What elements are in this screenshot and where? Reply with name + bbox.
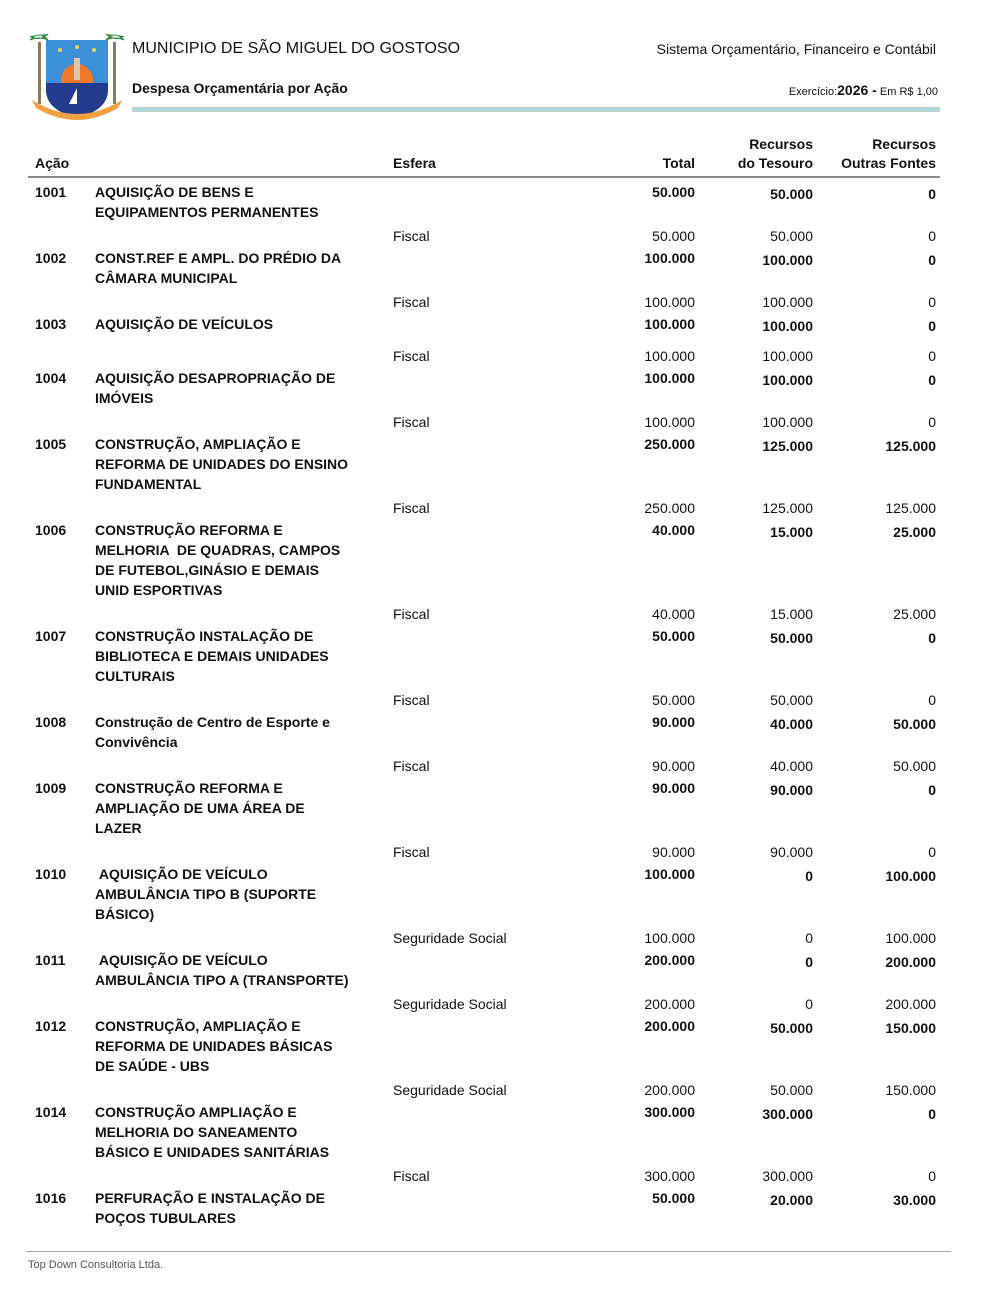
esfera-name: Fiscal [393, 692, 430, 708]
action-total: 50.000 [652, 1190, 695, 1206]
action-total: 100.000 [644, 316, 695, 332]
action-code: 1016 [35, 1190, 67, 1206]
esfera-total: 300.000 [644, 1168, 695, 1184]
esfera-outras: 150.000 [885, 1082, 936, 1098]
esfera-tesouro: 50.000 [770, 692, 813, 708]
action-tesouro: 100.000 [762, 372, 813, 388]
esfera-row [28, 688, 940, 712]
esfera-tesouro: 0 [805, 996, 813, 1012]
esfera-total: 100.000 [644, 414, 695, 430]
action-total: 100.000 [644, 370, 695, 386]
action-outras: 125.000 [885, 438, 936, 454]
esfera-outras: 0 [928, 844, 936, 860]
esfera-tesouro: 100.000 [762, 348, 813, 364]
action-tesouro: 50.000 [770, 1020, 813, 1036]
esfera-total: 200.000 [644, 996, 695, 1012]
action-total: 50.000 [652, 628, 695, 644]
col-outras [841, 135, 936, 173]
esfera-row [28, 224, 940, 248]
action-total: 90.000 [652, 714, 695, 730]
action-outras: 0 [928, 1106, 936, 1122]
action-code: 1001 [35, 184, 67, 200]
action-row [28, 864, 940, 926]
system-name: Sistema Orçamentário, Financeiro e Contábil [656, 41, 936, 57]
action-code: 1014 [35, 1104, 67, 1120]
esfera-name: Seguridade Social [393, 1082, 507, 1098]
action-total: 250.000 [644, 436, 695, 452]
action-tesouro: 50.000 [770, 186, 813, 202]
action-tesouro: 0 [805, 868, 813, 884]
action-tesouro: 300.000 [762, 1106, 813, 1122]
action-code: 1010 [35, 866, 67, 882]
esfera-tesouro: 0 [805, 930, 813, 946]
action-description: CONSTRUÇÃO REFORMA E MELHORIA DE QUADRAS, CAMPOS DE FUTEBOL,GINÁSIO E DEMAIS UNID ESPORTIVAS [95, 522, 341, 598]
action-code: 1006 [35, 522, 67, 538]
esfera-tesouro: 90.000 [770, 844, 813, 860]
action-row [28, 626, 940, 688]
action-total: 300.000 [644, 1104, 695, 1120]
esfera-total: 200.000 [644, 1082, 695, 1098]
action-total: 100.000 [644, 866, 695, 882]
action-description: AQUISIÇÃO DE BENS E EQUIPAMENTOS PERMANENTES [95, 184, 319, 220]
action-tesouro: 125.000 [762, 438, 813, 454]
action-tesouro: 90.000 [770, 782, 813, 798]
esfera-total: 100.000 [644, 348, 695, 364]
esfera-tesouro: 50.000 [770, 228, 813, 244]
esfera-name: Seguridade Social [393, 930, 507, 946]
esfera-tesouro: 15.000 [770, 606, 813, 622]
esfera-row [28, 290, 940, 314]
report-title: Despesa Orçamentária por Ação [132, 80, 348, 96]
esfera-row [28, 754, 940, 778]
action-row [28, 368, 940, 410]
esfera-row [28, 496, 940, 520]
action-tesouro: 0 [805, 954, 813, 970]
action-outras: 0 [928, 186, 936, 202]
esfera-row [28, 1164, 940, 1188]
esfera-name: Fiscal [393, 348, 430, 364]
action-tesouro: 100.000 [762, 318, 813, 334]
action-row [28, 434, 940, 496]
action-total: 100.000 [644, 250, 695, 266]
action-description: AQUISIÇÃO DE VEÍCULO AMBULÂNCIA TIPO B (SUPORTE BÁSICO) [95, 866, 317, 922]
esfera-name: Fiscal [393, 228, 430, 244]
action-outras: 0 [928, 252, 936, 268]
action-total: 90.000 [652, 780, 695, 796]
esfera-tesouro: 125.000 [762, 500, 813, 516]
col-outras-line2: Outras Fontes [841, 155, 936, 171]
col-outras-line1: Recursos [872, 136, 936, 152]
action-code: 1005 [35, 436, 67, 452]
footer-divider [26, 1251, 951, 1252]
esfera-row [28, 926, 940, 950]
col-tesouro-line2: do Tesouro [737, 155, 813, 171]
action-outras: 25.000 [893, 524, 936, 540]
esfera-tesouro: 100.000 [762, 414, 813, 430]
action-description: CONSTRUÇÃO INSTALAÇÃO DE BIBLIOTECA E DEMAIS UNIDADES CULTURAIS [95, 628, 329, 684]
esfera-outras: 125.000 [885, 500, 936, 516]
esfera-name: Fiscal [393, 294, 430, 310]
exercise-label: Exercício: [788, 86, 838, 98]
action-total: 200.000 [644, 952, 695, 968]
action-row [28, 950, 940, 992]
header-divider [132, 107, 940, 112]
esfera-outras: 100.000 [885, 930, 936, 946]
col-tesouro-line1: Recursos [749, 136, 813, 152]
action-outras: 200.000 [885, 954, 936, 970]
action-description: AQUISIÇÃO DE VEÍCULOS [95, 316, 274, 332]
action-tesouro: 50.000 [770, 630, 813, 646]
esfera-outras: 25.000 [893, 606, 936, 622]
action-code: 1003 [35, 316, 67, 332]
action-outras: 100.000 [885, 868, 936, 884]
action-tesouro: 100.000 [762, 252, 813, 268]
action-code: 1012 [35, 1018, 67, 1034]
esfera-total: 100.000 [644, 930, 695, 946]
esfera-outras: 0 [928, 348, 936, 364]
col-tesouro [738, 135, 813, 173]
action-row [28, 1188, 940, 1230]
action-row [28, 1102, 940, 1164]
esfera-tesouro: 50.000 [770, 1082, 813, 1098]
action-code: 1011 [35, 952, 66, 968]
esfera-tesouro: 300.000 [762, 1168, 813, 1184]
municipality-name: MUNICIPIO DE SÃO MIGUEL DO GOSTOSO [132, 40, 461, 57]
action-outras: 0 [928, 630, 936, 646]
esfera-tesouro: 100.000 [762, 294, 813, 310]
esfera-total: 90.000 [652, 758, 695, 774]
action-tesouro: 20.000 [770, 1192, 813, 1208]
esfera-tesouro: 40.000 [770, 758, 813, 774]
action-outras: 150.000 [885, 1020, 936, 1036]
action-description: AQUISIÇÃO DE VEÍCULO AMBULÂNCIA TIPO A (TRANSPORTE) [95, 952, 349, 988]
action-outras: 0 [928, 372, 936, 388]
action-outras: 30.000 [893, 1192, 936, 1208]
action-total: 200.000 [644, 1018, 695, 1034]
esfera-outras: 50.000 [893, 758, 936, 774]
action-description: CONST.REF E AMPL. DO PRÉDIO DA CÂMARA MUNICIPAL [95, 250, 342, 286]
action-outras: 0 [928, 782, 936, 798]
action-description: PERFURAÇÃO E INSTALAÇÃO DE POÇOS TUBULARES [95, 1190, 325, 1226]
table-body [28, 182, 940, 1230]
esfera-outras: 0 [928, 414, 936, 430]
action-total: 50.000 [652, 184, 695, 200]
esfera-outras: 0 [928, 228, 936, 244]
esfera-name: Fiscal [393, 1168, 430, 1184]
esfera-outras: 0 [928, 692, 936, 708]
esfera-row [28, 1078, 940, 1102]
action-total: 40.000 [652, 522, 695, 538]
esfera-total: 50.000 [652, 228, 695, 244]
esfera-row [28, 840, 940, 864]
action-outras: 0 [928, 318, 936, 334]
action-tesouro: 15.000 [770, 524, 813, 540]
action-description: CONSTRUÇÃO, AMPLIAÇÃO E REFORMA DE UNIDADES BÁSICAS DE SAÚDE - UBS [95, 1018, 333, 1074]
action-code: 1008 [35, 714, 67, 730]
action-outras: 50.000 [893, 716, 936, 732]
esfera-name: Fiscal [393, 414, 430, 430]
action-description: CONSTRUÇÃO AMPLIAÇÃO E MELHORIA DO SANEAMENTO BÁSICO E UNIDADES SANITÁRIAS [95, 1104, 330, 1160]
action-description: Construção de Centro de Esporte e Convivência [95, 714, 330, 750]
action-code: 1007 [35, 628, 67, 644]
col-total: Total [662, 155, 695, 171]
action-description: AQUISIÇÃO DESAPROPRIAÇÃO DE IMÓVEIS [95, 370, 336, 406]
action-row [28, 778, 940, 840]
municipal-coat-of-arms-logo [28, 28, 126, 123]
esfera-total: 250.000 [644, 500, 695, 516]
esfera-total: 40.000 [652, 606, 695, 622]
exercise-info [789, 82, 938, 98]
esfera-outras: 0 [928, 294, 936, 310]
action-tesouro: 40.000 [770, 716, 813, 732]
esfera-row [28, 602, 940, 626]
esfera-row [28, 344, 940, 368]
esfera-row [28, 410, 940, 434]
esfera-name: Fiscal [393, 844, 430, 860]
esfera-total: 100.000 [644, 294, 695, 310]
action-row [28, 182, 940, 224]
esfera-row [28, 992, 940, 1016]
action-code: 1004 [35, 370, 67, 386]
esfera-name: Fiscal [393, 758, 430, 774]
action-row [28, 712, 940, 754]
esfera-name: Fiscal [393, 500, 430, 516]
esfera-name: Fiscal [393, 606, 430, 622]
action-description: CONSTRUÇÃO REFORMA E AMPLIAÇÃO DE UMA ÁREA DE LAZER [95, 780, 305, 836]
esfera-outras: 200.000 [885, 996, 936, 1012]
action-row [28, 520, 940, 602]
action-row [28, 248, 940, 290]
col-acao: Ação [35, 155, 70, 171]
action-description: CONSTRUÇÃO, AMPLIAÇÃO E REFORMA DE UNIDADES DO ENSINO FUNDAMENTAL [95, 436, 349, 492]
action-row [28, 1016, 940, 1078]
esfera-total: 90.000 [652, 844, 695, 860]
esfera-total: 50.000 [652, 692, 695, 708]
esfera-outras: 0 [928, 1168, 936, 1184]
footer-company: Top Down Consultoria Ltda. [28, 1259, 164, 1271]
action-code: 1002 [35, 250, 67, 266]
esfera-name: Seguridade Social [393, 996, 507, 1012]
action-code: 1009 [35, 780, 67, 796]
action-row [28, 314, 940, 344]
exercise-year: 2026 - [837, 82, 877, 98]
currency-note: Em R$ 1,00 [879, 86, 938, 98]
table-header [28, 138, 940, 178]
col-esfera: Esfera [393, 155, 436, 171]
